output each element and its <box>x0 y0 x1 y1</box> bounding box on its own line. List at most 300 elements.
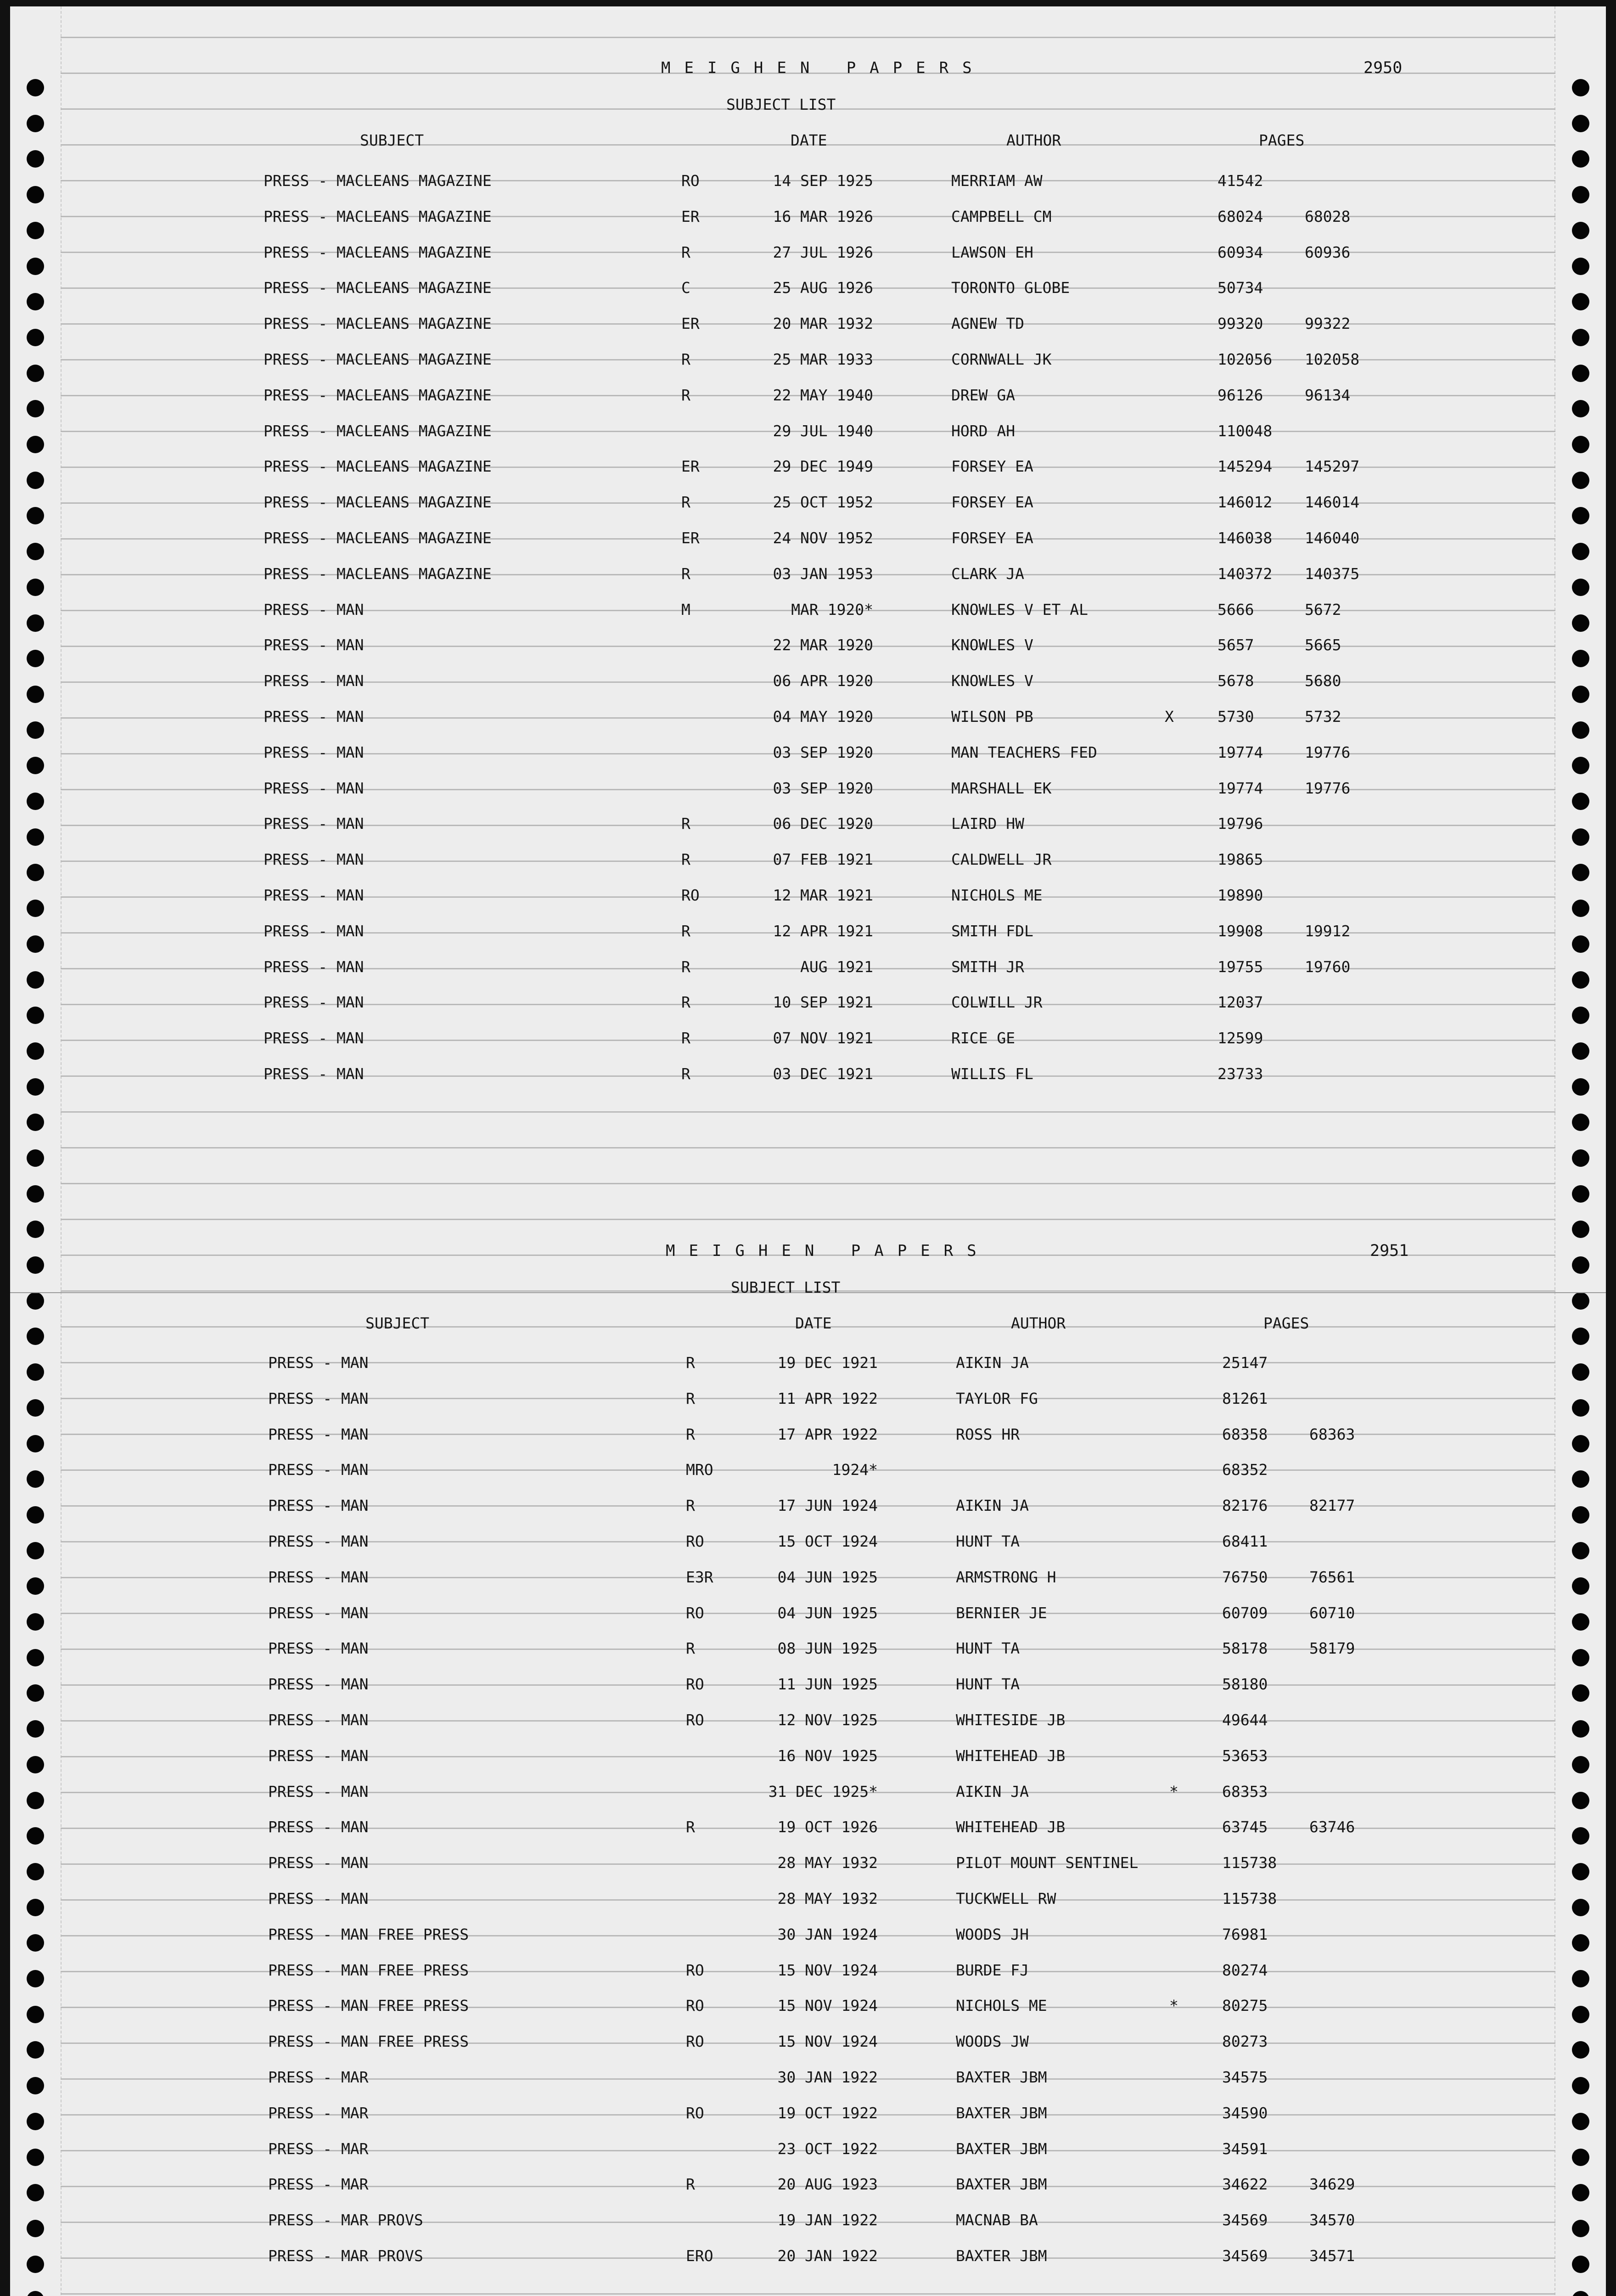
cell-author: WOODS JW <box>956 2032 1029 2051</box>
cell-subject: PRESS - MAN <box>264 993 364 1012</box>
table-row <box>10 2065 1606 2100</box>
cell-author: HUNT TA <box>956 1532 1020 1550</box>
cell-date: 10 SEP 1921 <box>773 993 873 1012</box>
cell-subject: PRESS - MAN <box>264 600 364 619</box>
cell-code: RO <box>686 1961 704 1979</box>
cell-page-from: 102056 <box>1218 350 1273 368</box>
page-title: MEIGHEN PAPERS <box>666 1242 990 1260</box>
cell-page-from: 34590 <box>1222 2104 1268 2122</box>
cell-author: BAXTER JBM <box>956 2104 1047 2122</box>
table-row <box>10 275 1606 311</box>
cell-page-from: 12599 <box>1218 1029 1263 1047</box>
table-row <box>10 311 1606 347</box>
cell-subject: PRESS - MAN <box>264 957 364 976</box>
cell-date: 27 JUL 1926 <box>773 243 873 261</box>
table-row <box>10 632 1606 668</box>
cell-page-from: 5730 <box>1218 708 1254 726</box>
cell-subject: PRESS - MAN <box>264 922 364 940</box>
cell-subject: PRESS - MAN <box>264 1065 364 1083</box>
table-row <box>10 240 1606 276</box>
cell-date: 17 JUN 1924 <box>777 1497 878 1515</box>
cell-page-from: 110048 <box>1218 422 1273 440</box>
cell-subject: PRESS - MAN <box>264 708 364 726</box>
cell-date: 19 JAN 1922 <box>777 2211 878 2229</box>
cell-page-to: 34629 <box>1309 2175 1355 2194</box>
table-row <box>10 1850 1606 1886</box>
cell-subject: PRESS - MACLEANS MAGAZINE <box>264 279 492 297</box>
cell-page-to: 19912 <box>1305 922 1351 940</box>
table-row <box>10 2029 1606 2065</box>
cell-date: 16 NOV 1925 <box>777 1746 878 1765</box>
cell-subject: PRESS - MACLEANS MAGAZINE <box>264 564 492 583</box>
cell-date: 19 DEC 1921 <box>777 1354 878 1372</box>
cell-code: R <box>681 957 690 976</box>
cell-date: 06 DEC 1920 <box>773 815 873 833</box>
cell-date: 12 NOV 1925 <box>777 1711 878 1729</box>
cell-subject: PRESS - MACLEANS MAGAZINE <box>264 315 492 333</box>
cell-mark: * <box>1169 1997 1178 2015</box>
table-row <box>10 1922 1606 1958</box>
cell-page-from: 60709 <box>1222 1604 1268 1622</box>
table-row <box>10 883 1606 918</box>
cell-author: LAIRD HW <box>951 815 1024 833</box>
cell-page-to: 58179 <box>1309 1639 1355 1658</box>
cell-author: MERRIAM AW <box>951 172 1043 190</box>
cell-date: 23 OCT 1922 <box>777 2139 878 2158</box>
cell-code: C <box>681 279 690 297</box>
cell-author: CLARK JA <box>951 564 1024 583</box>
header-subject: SUBJECT <box>365 1314 430 1332</box>
cell-code: R <box>681 350 690 368</box>
table-row <box>10 1457 1606 1493</box>
cell-subject: PRESS - MAR <box>268 2175 369 2194</box>
cell-subject: PRESS - MAN <box>264 779 364 797</box>
cell-subject: PRESS - MAN <box>264 1029 364 1047</box>
cell-page-to: 96134 <box>1305 386 1351 404</box>
cell-page-to: 68028 <box>1305 207 1351 225</box>
cell-code: R <box>686 1497 695 1515</box>
cell-date: 17 APR 1922 <box>777 1425 878 1443</box>
cell-page-to: 19760 <box>1305 957 1351 976</box>
cell-page-from: 140372 <box>1218 564 1273 583</box>
cell-author: CAMPBELL CM <box>951 207 1052 225</box>
cell-code: RO <box>686 1711 704 1729</box>
cell-code: RO <box>686 1675 704 1694</box>
cell-code: ER <box>681 529 700 547</box>
cell-page-to: 19776 <box>1305 779 1351 797</box>
table-row <box>10 1529 1606 1564</box>
table-row <box>10 668 1606 704</box>
table-row <box>10 1886 1606 1922</box>
cell-date: 16 MAR 1926 <box>773 207 873 225</box>
table-row <box>10 776 1606 811</box>
cell-date: 03 SEP 1920 <box>773 779 873 797</box>
table-row <box>10 990 1606 1025</box>
page-number: 2950 <box>1364 59 1403 77</box>
cell-page-to: 60936 <box>1305 243 1351 261</box>
cell-subject: PRESS - MAN <box>268 1675 369 1694</box>
cell-code: R <box>681 564 690 583</box>
table-row <box>10 1564 1606 1600</box>
table-row <box>10 597 1606 633</box>
cell-subject: PRESS - MAN <box>268 1854 369 1872</box>
cell-date: 03 JAN 1953 <box>773 564 873 583</box>
cell-subject: PRESS - MAN FREE PRESS <box>268 1925 469 1943</box>
table-row <box>10 1600 1606 1636</box>
page-number: 2951 <box>1370 1242 1409 1260</box>
cell-page-from: 99320 <box>1218 315 1263 333</box>
cell-date: 12 APR 1921 <box>773 922 873 940</box>
cell-author: ARMSTRONG H <box>956 1568 1056 1586</box>
cell-page-from: 58178 <box>1222 1639 1268 1658</box>
cell-page-from: 19774 <box>1218 743 1263 761</box>
cell-author: WHITEHEAD JB <box>956 1818 1066 1836</box>
cell-page-from: 41542 <box>1218 172 1263 190</box>
table-row <box>10 2243 1606 2279</box>
table-row <box>10 168 1606 204</box>
cell-subject: PRESS - MAN FREE PRESS <box>268 2032 469 2051</box>
cell-page-from: 34591 <box>1222 2139 1268 2158</box>
cell-date: 14 SEP 1925 <box>773 172 873 190</box>
cell-date: 11 JUN 1925 <box>777 1675 878 1694</box>
cell-subject: PRESS - MAN <box>264 672 364 690</box>
cell-subject: PRESS - MAN <box>268 1568 369 1586</box>
cell-date: 19 OCT 1926 <box>777 1818 878 1836</box>
table-row <box>10 454 1606 490</box>
cell-page-from: 19796 <box>1218 815 1263 833</box>
cell-page-from: 5678 <box>1218 672 1254 690</box>
cell-author: BAXTER JBM <box>956 2175 1047 2194</box>
cell-code: RO <box>686 2104 704 2122</box>
cell-author: WHITESIDE JB <box>956 1711 1066 1729</box>
table-row <box>10 1958 1606 1993</box>
cell-code: R <box>686 1639 695 1658</box>
cell-subject: PRESS - MAN <box>268 1461 369 1479</box>
table-row <box>10 740 1606 776</box>
cell-date: 30 JAN 1924 <box>777 1925 878 1943</box>
cell-author: PILOT MOUNT SENTINEL <box>956 1854 1139 1872</box>
table-row <box>10 347 1606 383</box>
table-row <box>10 1061 1606 1097</box>
cell-code: R <box>681 243 690 261</box>
table-row <box>10 2207 1606 2243</box>
cell-date: 15 NOV 1924 <box>777 2032 878 2051</box>
cell-subject: PRESS - MACLEANS MAGAZINE <box>264 529 492 547</box>
cell-author: TAYLOR FG <box>956 1389 1038 1407</box>
cell-author: HORD AH <box>951 422 1016 440</box>
page-2951 <box>10 1185 1606 2296</box>
cell-page-from: 146038 <box>1218 529 1273 547</box>
cell-page-from: 12037 <box>1218 993 1263 1012</box>
cell-subject: PRESS - MACLEANS MAGAZINE <box>264 207 492 225</box>
cell-author: AIKIN JA <box>956 1782 1029 1801</box>
cell-author: KNOWLES V <box>951 672 1033 690</box>
cell-page-to: 5672 <box>1305 600 1341 619</box>
cell-page-to: 145297 <box>1305 457 1360 476</box>
cell-page-to: 5680 <box>1305 672 1341 690</box>
cell-page-from: 68353 <box>1222 1782 1268 1801</box>
cell-page-to: 34570 <box>1309 2211 1355 2229</box>
cell-subject: PRESS - MAN <box>268 1532 369 1550</box>
cell-page-from: 96126 <box>1218 386 1263 404</box>
cell-code: RO <box>686 1532 704 1550</box>
cell-author: LAWSON EH <box>951 243 1033 261</box>
cell-date: AUG 1921 <box>800 957 873 976</box>
table-row <box>10 1707 1606 1743</box>
cell-date: 06 APR 1920 <box>773 672 873 690</box>
cell-page-from: 19890 <box>1218 886 1263 904</box>
header-date: DATE <box>795 1314 832 1332</box>
cell-page-from: 34569 <box>1222 2247 1268 2265</box>
header-date: DATE <box>791 131 827 149</box>
header-author: AUTHOR <box>1011 1314 1066 1332</box>
cell-subject: PRESS - MAN <box>268 1818 369 1836</box>
cell-code: R <box>681 850 690 869</box>
cell-page-to: 76561 <box>1309 1568 1355 1586</box>
cell-author: BURDE FJ <box>956 1961 1029 1979</box>
cell-page-from: 146012 <box>1218 493 1273 512</box>
cell-author: COLWILL JR <box>951 993 1043 1012</box>
cell-page-from: 60934 <box>1218 243 1263 261</box>
cell-date: 19 OCT 1922 <box>777 2104 878 2122</box>
cell-date: 22 MAY 1940 <box>773 386 873 404</box>
cell-subject: PRESS - MACLEANS MAGAZINE <box>264 172 492 190</box>
cell-page-to: 146014 <box>1305 493 1360 512</box>
cell-author: KNOWLES V ET AL <box>951 600 1089 619</box>
table-row <box>10 1743 1606 1779</box>
cell-author: NICHOLS ME <box>951 886 1043 904</box>
cell-subject: PRESS - MAN <box>264 850 364 869</box>
cell-date: 03 DEC 1921 <box>773 1065 873 1083</box>
cell-page-from: 49644 <box>1222 1711 1268 1729</box>
cell-date: 30 JAN 1922 <box>777 2068 878 2086</box>
cell-author: SMITH FDL <box>951 922 1033 940</box>
cell-subject: PRESS - MAN <box>268 1782 369 1801</box>
cell-page-from: 81261 <box>1222 1389 1268 1407</box>
cell-author: BAXTER JBM <box>956 2139 1047 2158</box>
cell-author: BAXTER JBM <box>956 2068 1047 2086</box>
cell-date: 07 FEB 1921 <box>773 850 873 869</box>
cell-mark: * <box>1169 1782 1178 1801</box>
cell-code: RO <box>681 172 700 190</box>
cell-code: R <box>681 386 690 404</box>
cell-page-from: 80274 <box>1222 1961 1268 1979</box>
cell-subject: PRESS - MAN <box>268 1890 369 1908</box>
list-title: SUBJECT LIST <box>726 96 836 113</box>
cell-subject: PRESS - MACLEANS MAGAZINE <box>264 243 492 261</box>
page-2950 <box>10 6 1606 1182</box>
cell-code: R <box>681 993 690 1012</box>
table-row <box>10 204 1606 240</box>
cell-page-to: 146040 <box>1305 529 1360 547</box>
cell-author: HUNT TA <box>956 1639 1020 1658</box>
cell-date: 24 NOV 1952 <box>773 529 873 547</box>
cell-page-from: 80275 <box>1222 1997 1268 2015</box>
cell-page-to: 99322 <box>1305 315 1351 333</box>
header-author: AUTHOR <box>1006 131 1061 149</box>
cell-page-from: 34622 <box>1222 2175 1268 2194</box>
cell-subject: PRESS - MAN <box>264 886 364 904</box>
cell-author: MAN TEACHERS FED <box>951 743 1097 761</box>
cell-subject: PRESS - MAN <box>268 1746 369 1765</box>
cell-page-from: 25147 <box>1222 1354 1268 1372</box>
cell-page-from: 58180 <box>1222 1675 1268 1694</box>
cell-subject: PRESS - MAN FREE PRESS <box>268 1997 469 2015</box>
cell-page-from: 68358 <box>1222 1425 1268 1443</box>
cell-page-from: 68352 <box>1222 1461 1268 1479</box>
cell-code: R <box>686 1818 695 1836</box>
cell-code: ER <box>681 315 700 333</box>
cell-page-to: 102058 <box>1305 350 1360 368</box>
list-title: SUBJECT LIST <box>731 1278 841 1296</box>
cell-subject: PRESS - MAN <box>264 636 364 654</box>
cell-code: R <box>686 1354 695 1372</box>
cell-author: WILLIS FL <box>951 1065 1033 1083</box>
cell-code: R <box>681 1029 690 1047</box>
table-row <box>10 954 1606 990</box>
cell-code: ER <box>681 457 700 476</box>
cell-author: FORSEY EA <box>951 457 1033 476</box>
cell-subject: PRESS - MAR <box>268 2139 369 2158</box>
cell-author: FORSEY EA <box>951 529 1033 547</box>
cell-page-from: 34575 <box>1222 2068 1268 2086</box>
cell-subject: PRESS - MAN <box>268 1711 369 1729</box>
cell-page-from: 76981 <box>1222 1925 1268 1943</box>
cell-page-from: 5657 <box>1218 636 1254 654</box>
table-row <box>10 2100 1606 2136</box>
cell-date: 29 JUL 1940 <box>773 422 873 440</box>
cell-code: E3R <box>686 1568 713 1586</box>
cell-mark: X <box>1165 708 1174 726</box>
cell-code: RO <box>681 886 700 904</box>
cell-page-to: 140375 <box>1305 564 1360 583</box>
cell-code: R <box>686 1389 695 1407</box>
cell-author: FORSEY EA <box>951 493 1033 512</box>
table-row <box>10 1350 1606 1386</box>
cell-page-from: 63745 <box>1222 1818 1268 1836</box>
cell-subject: PRESS - MAR PROVS <box>268 2247 423 2265</box>
cell-subject: PRESS - MAR <box>268 2068 369 2086</box>
cell-author: BAXTER JBM <box>956 2247 1047 2265</box>
cell-date: 28 MAY 1932 <box>777 1890 878 1908</box>
cell-date: 29 DEC 1949 <box>773 457 873 476</box>
cell-code: R <box>681 815 690 833</box>
cell-date: 20 AUG 1923 <box>777 2175 878 2194</box>
cell-code: M <box>681 600 690 619</box>
table-row <box>10 1779 1606 1815</box>
cell-subject: PRESS - MAN <box>268 1497 369 1515</box>
cell-date: 03 SEP 1920 <box>773 743 873 761</box>
cell-author: NICHOLS ME <box>956 1997 1047 2015</box>
table-row <box>10 1493 1606 1529</box>
header-pages: PAGES <box>1263 1314 1309 1332</box>
cell-code: MRO <box>686 1461 713 1479</box>
table-row <box>10 490 1606 525</box>
table-row <box>10 1386 1606 1422</box>
cell-date: 22 MAR 1920 <box>773 636 873 654</box>
cell-author: ROSS HR <box>956 1425 1020 1443</box>
cell-subject: PRESS - MAR PROVS <box>268 2211 423 2229</box>
cell-author: HUNT TA <box>956 1675 1020 1694</box>
header-subject: SUBJECT <box>360 131 424 149</box>
table-row <box>10 1025 1606 1061</box>
table-row <box>10 1993 1606 2029</box>
cell-author: CALDWELL JR <box>951 850 1052 869</box>
cell-subject: PRESS - MACLEANS MAGAZINE <box>264 493 492 512</box>
cell-author: AGNEW TD <box>951 315 1024 333</box>
cell-subject: PRESS - MAR <box>268 2104 369 2122</box>
cell-author: WHITEHEAD JB <box>956 1746 1066 1765</box>
cell-date: 11 APR 1922 <box>777 1389 878 1407</box>
cell-subject: PRESS - MAN <box>264 815 364 833</box>
cell-subject: PRESS - MAN <box>268 1604 369 1622</box>
cell-subject: PRESS - MACLEANS MAGAZINE <box>264 457 492 476</box>
cell-subject: PRESS - MAN <box>268 1425 369 1443</box>
cell-code: ERO <box>686 2247 713 2265</box>
cell-subject: PRESS - MAN <box>268 1389 369 1407</box>
cell-subject: PRESS - MAN FREE PRESS <box>268 1961 469 1979</box>
cell-date: 25 AUG 1926 <box>773 279 873 297</box>
cell-author: AIKIN JA <box>956 1497 1029 1515</box>
header-pages: PAGES <box>1259 131 1305 149</box>
cell-author: BERNIER JE <box>956 1604 1047 1622</box>
cell-author: KNOWLES V <box>951 636 1033 654</box>
table-row <box>10 811 1606 847</box>
cell-page-from: 23733 <box>1218 1065 1263 1083</box>
cell-page-from: 68411 <box>1222 1532 1268 1550</box>
cell-author: CORNWALL JK <box>951 350 1052 368</box>
cell-date: 20 JAN 1922 <box>777 2247 878 2265</box>
cell-date: 20 MAR 1932 <box>773 315 873 333</box>
cell-page-from: 19865 <box>1218 850 1263 869</box>
cell-subject: PRESS - MAN <box>264 743 364 761</box>
cell-author: WOODS JH <box>956 1925 1029 1943</box>
cell-subject: PRESS - MACLEANS MAGAZINE <box>264 386 492 404</box>
cell-page-from: 76750 <box>1222 1568 1268 1586</box>
cell-page-from: 82176 <box>1222 1497 1268 1515</box>
printout-sheet <box>10 6 1606 2296</box>
cell-code: R <box>681 493 690 512</box>
cell-page-from: 19755 <box>1218 957 1263 976</box>
cell-date: MAR 1920* <box>791 600 873 619</box>
cell-author: AIKIN JA <box>956 1354 1029 1372</box>
table-row <box>10 561 1606 597</box>
table-row <box>10 1814 1606 1850</box>
cell-date: 1924* <box>832 1461 878 1479</box>
cell-subject: PRESS - MAN <box>268 1639 369 1658</box>
page-title: MEIGHEN PAPERS <box>661 59 986 77</box>
cell-date: 25 OCT 1952 <box>773 493 873 512</box>
cell-date: 31 DEC 1925* <box>768 1782 878 1801</box>
cell-page-from: 115738 <box>1222 1854 1277 1872</box>
cell-page-to: 5732 <box>1305 708 1341 726</box>
cell-code: RO <box>686 1604 704 1622</box>
cell-page-from: 68024 <box>1218 207 1263 225</box>
cell-author: RICE GE <box>951 1029 1016 1047</box>
cell-code: R <box>686 1425 695 1443</box>
table-row <box>10 2136 1606 2172</box>
cell-page-to: 60710 <box>1309 1604 1355 1622</box>
cell-code: R <box>681 922 690 940</box>
table-row <box>10 1636 1606 1671</box>
cell-page-to: 5665 <box>1305 636 1341 654</box>
cell-date: 04 JUN 1925 <box>777 1568 878 1586</box>
table-row <box>10 383 1606 418</box>
cell-date: 07 NOV 1921 <box>773 1029 873 1047</box>
table-row <box>10 1422 1606 1458</box>
cell-date: 28 MAY 1932 <box>777 1854 878 1872</box>
cell-subject: PRESS - MACLEANS MAGAZINE <box>264 422 492 440</box>
